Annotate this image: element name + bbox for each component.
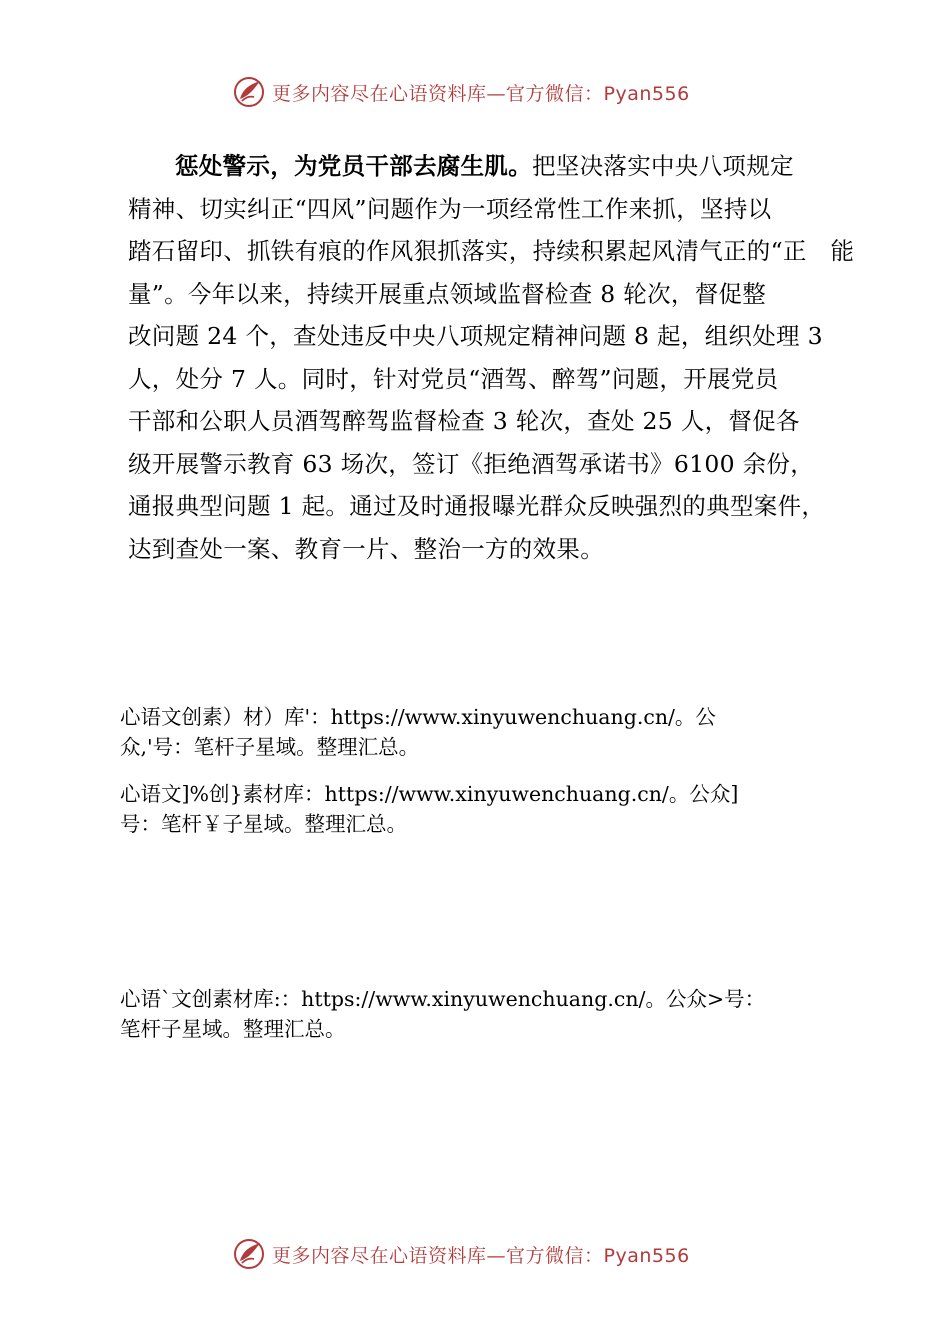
source-note-line: 号：笔杆￥子星域。整理汇总。	[120, 812, 407, 836]
body-line-4: 量”。今年以来，持续开展重点领域监督检查 8 轮次，督促整	[128, 279, 767, 308]
source-note-3	[120, 984, 865, 1044]
header-banner-handle: Pyan556	[603, 82, 690, 105]
source-note-line: 心语`文创素材库:：https://www.xinyuwenchuang.cn/。公众>号：	[120, 987, 766, 1011]
source-note-line: 心语文创素）材）库'：https://www.xinyuwenchuang.cn/。公	[120, 705, 716, 729]
footer-banner-label: 更多内容尽在心语资料库—官方微信：	[272, 1244, 604, 1267]
source-note-2	[120, 779, 865, 839]
body-line-text: 把坚决落实中央八项规定	[532, 152, 794, 180]
footer-banner-text	[272, 1241, 690, 1268]
body-line-1	[128, 145, 833, 188]
body-paragraph	[128, 145, 855, 570]
body-line-3: 踏石留印、抓铁有痕的作风狠抓落实，持续积累起风清气正的“正 能	[128, 237, 855, 265]
source-note-line: 笔杆子星域。整理汇总。	[120, 1017, 346, 1041]
header-banner-label: 更多内容尽在心语资料库—官方微信：	[272, 82, 604, 105]
body-line-5: 改问题 24 个，查处违反中央八项规定精神问题 8 起，组织处理 3	[128, 322, 823, 350]
body-line-9: 通报典型问题 1 起。通过及时通报曝光群众反映强烈的典型案件，	[128, 492, 826, 520]
header-banner	[232, 74, 732, 110]
body-line-10: 达到查处一案、教育一片、整治一方的效果。	[128, 534, 604, 563]
leaf-swirl-logo-icon	[232, 75, 266, 109]
body-line-8: 级开展警示教育 63 场次，签订《拒绝酒驾承诺书》6100 余份，	[128, 449, 815, 478]
leaf-swirl-logo-icon	[232, 1237, 266, 1271]
footer-banner	[232, 1236, 732, 1272]
body-line-6: 人，处分 7 人。同时，针对党员“酒驾、醉驾”问题，开展党员	[128, 364, 779, 393]
source-note-1	[120, 702, 865, 762]
body-lead-heading: 惩处警示，为党员干部去腐生肌。	[175, 152, 532, 180]
body-line-7: 干部和公职人员酒驾醉驾监督检查 3 轮次，查处 25 人，督促各	[128, 407, 800, 435]
body-line-2: 精神、切实纠正“四风”问题作为一项经常性工作来抓，坚持以	[128, 194, 772, 223]
footer-banner-handle: Pyan556	[603, 1244, 690, 1267]
source-note-line: 心语文]%创}素材库：https://www.xinyuwenchuang.cn/。公众]	[120, 782, 739, 806]
source-note-line: 众,'号：笔杆子星域。整理汇总。	[120, 735, 420, 759]
header-banner-text	[272, 79, 690, 106]
